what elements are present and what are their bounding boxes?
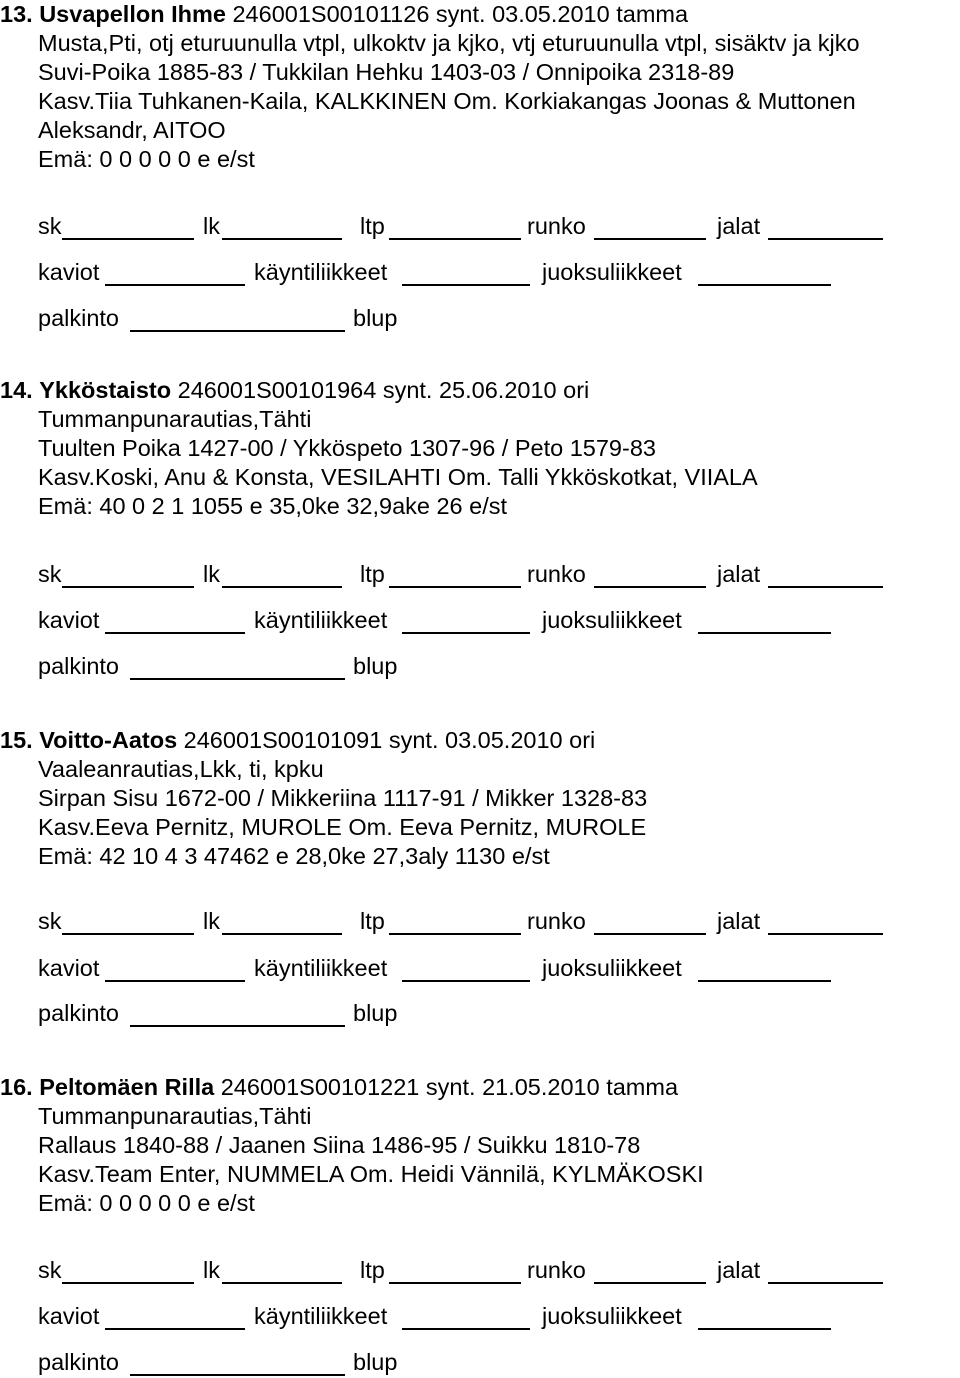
- field-juoksuliikkeet-blank[interactable]: [698, 1328, 831, 1330]
- field-palkinto-blank[interactable]: [130, 1374, 345, 1376]
- field-sk-blank[interactable]: [62, 933, 194, 935]
- field-kayntiliikkeet-label: käyntiliikkeet: [254, 607, 388, 633]
- field-blup-label: blup: [353, 305, 398, 331]
- field-sk-label: sk: [38, 213, 62, 239]
- entry-header: [0, 376, 915, 405]
- entry-dam-record: Emä: 40 0 2 1 1055 e 35,0ke 32,9ake 26 e/st: [38, 493, 508, 519]
- field-kayntiliikkeet-blank[interactable]: [402, 980, 530, 982]
- field-runko-label: runko: [527, 213, 586, 239]
- field-palkinto-label: palkinto: [38, 305, 119, 331]
- field-lk-blank[interactable]: [222, 586, 342, 588]
- field-kaviot-label: kaviot: [38, 955, 100, 981]
- field-juoksuliikkeet-label: juoksuliikkeet: [542, 607, 682, 633]
- horse-name: Peltomäen Rilla: [39, 1074, 215, 1100]
- field-palkinto-blank[interactable]: [130, 1025, 345, 1027]
- entry-header: [0, 726, 915, 755]
- field-ltp-blank[interactable]: [389, 238, 521, 240]
- field-sk-blank[interactable]: [62, 586, 194, 588]
- field-jalat-label: jalat: [717, 561, 761, 587]
- form-row: [0, 652, 960, 682]
- field-jalat-blank[interactable]: [768, 1282, 883, 1284]
- field-ltp-label: ltp: [360, 1257, 385, 1283]
- entry-dam-record: Emä: 42 10 4 3 47462 e 28,0ke 27,3aly 1130 e/st: [38, 843, 550, 869]
- field-kayntiliikkeet-blank[interactable]: [402, 284, 530, 286]
- entry-color: Tummanpunarautias,Tähti: [38, 406, 312, 432]
- field-kaviot-blank[interactable]: [105, 1328, 245, 1330]
- field-kaviot-label: kaviot: [38, 1303, 100, 1329]
- field-kayntiliikkeet-label: käyntiliikkeet: [254, 955, 388, 981]
- entry-dam-record: Emä: 0 0 0 0 0 e e/st: [38, 146, 255, 172]
- entry-color: Vaaleanrautias,Lkk, ti, kpku: [38, 756, 324, 782]
- form-row: [0, 1302, 960, 1332]
- field-juoksuliikkeet-label: juoksuliikkeet: [542, 259, 682, 285]
- entry-header-info: 246001S00101221 synt. 21.05.2010 tamma: [214, 1074, 679, 1100]
- field-kaviot-blank[interactable]: [105, 980, 245, 982]
- field-blup-label: blup: [353, 653, 398, 679]
- field-jalat-label: jalat: [717, 1257, 761, 1283]
- horse-name: Usvapellon Ihme: [39, 1, 226, 27]
- entry-header-info: 246001S00101126 synt. 03.05.2010 tamma: [225, 1, 689, 27]
- field-sk-label: sk: [38, 561, 62, 587]
- form-row: [0, 606, 960, 636]
- entry-number: 15.: [0, 727, 33, 753]
- form-row: [0, 999, 960, 1029]
- field-runko-label: runko: [527, 1257, 586, 1283]
- entry-15: [0, 726, 915, 871]
- field-kaviot-blank[interactable]: [105, 632, 245, 634]
- field-runko-blank[interactable]: [594, 238, 706, 240]
- form-row: [0, 304, 960, 334]
- field-kayntiliikkeet-blank[interactable]: [402, 632, 530, 634]
- entry-breeder-owner: Kasv.Tiia Tuhkanen-Kaila, KALKKINEN Om. Korkiakangas Joonas & Muttonen: [38, 88, 856, 114]
- entry-13: [0, 0, 915, 174]
- field-runko-blank[interactable]: [594, 586, 706, 588]
- form-row: [0, 212, 960, 242]
- form-row: [0, 907, 960, 937]
- entry-pedigree: Sirpan Sisu 1672-00 / Mikkeriina 1117-91 / Mikker 1328-83: [38, 785, 648, 811]
- field-palkinto-label: palkinto: [38, 1349, 119, 1375]
- field-palkinto-blank[interactable]: [130, 330, 345, 332]
- field-lk-label: lk: [203, 561, 220, 587]
- entry-color: Tummanpunarautias,Tähti: [38, 1103, 312, 1129]
- field-lk-blank[interactable]: [222, 933, 342, 935]
- entry-pedigree: Tuulten Poika 1427-00 / Ykköspeto 1307-96 / Peto 1579-83: [38, 435, 656, 461]
- form-row: [0, 1348, 960, 1378]
- field-runko-blank[interactable]: [594, 1282, 706, 1284]
- field-palkinto-label: palkinto: [38, 1000, 119, 1026]
- field-lk-blank[interactable]: [222, 238, 342, 240]
- entry-breeder-owner-cont: Aleksandr, AITOO: [38, 117, 226, 143]
- form-row: [0, 954, 960, 984]
- field-lk-label: lk: [203, 1257, 220, 1283]
- field-ltp-label: ltp: [360, 908, 385, 934]
- field-juoksuliikkeet-label: juoksuliikkeet: [542, 955, 682, 981]
- field-palkinto-label: palkinto: [38, 653, 119, 679]
- form-row: [0, 560, 960, 590]
- entry-header: [0, 0, 915, 29]
- field-juoksuliikkeet-label: juoksuliikkeet: [542, 1303, 682, 1329]
- entry-color: Musta,Pti, otj eturuunulla vtpl, ulkoktv ja kjko, vtj eturuunulla vtpl, sisäktv ja kjko: [38, 30, 860, 56]
- entry-pedigree: Rallaus 1840-88 / Jaanen Siina 1486-95 / Suikku 1810-78: [38, 1132, 641, 1158]
- field-jalat-blank[interactable]: [768, 933, 883, 935]
- entry-header: [0, 1073, 915, 1102]
- field-jalat-label: jalat: [717, 908, 761, 934]
- field-ltp-label: ltp: [360, 561, 385, 587]
- field-lk-label: lk: [203, 908, 220, 934]
- field-jalat-label: jalat: [717, 213, 761, 239]
- field-kaviot-label: kaviot: [38, 607, 100, 633]
- entry-breeder-owner: Kasv.Koski, Anu & Konsta, VESILAHTI Om. Talli Ykköskotkat, VIIALA: [38, 464, 758, 490]
- entry-number: 14.: [0, 377, 33, 403]
- entry-number: 13.: [0, 1, 33, 27]
- entry-header-info: 246001S00101091 synt. 03.05.2010 ori: [177, 727, 596, 753]
- entry-header-info: 246001S00101964 synt. 25.06.2010 ori: [171, 377, 590, 403]
- entry-breeder-owner: Kasv.Team Enter, NUMMELA Om. Heidi Vännilä, KYLMÄKOSKI: [38, 1161, 704, 1187]
- field-palkinto-blank[interactable]: [130, 678, 345, 680]
- field-runko-label: runko: [527, 908, 586, 934]
- field-lk-blank[interactable]: [222, 1282, 342, 1284]
- horse-name: Ykköstaisto: [39, 377, 172, 403]
- field-kayntiliikkeet-blank[interactable]: [402, 1328, 530, 1330]
- form-row: [0, 1256, 960, 1286]
- field-sk-blank[interactable]: [62, 1282, 194, 1284]
- field-kaviot-blank[interactable]: [105, 284, 245, 286]
- entry-16: [0, 1073, 915, 1218]
- field-ltp-blank[interactable]: [389, 1282, 521, 1284]
- field-juoksuliikkeet-blank[interactable]: [698, 632, 831, 634]
- field-kayntiliikkeet-label: käyntiliikkeet: [254, 1303, 388, 1329]
- entry-breeder-owner: Kasv.Eeva Pernitz, MUROLE Om. Eeva Pernitz, MUROLE: [38, 814, 647, 840]
- field-juoksuliikkeet-blank[interactable]: [698, 284, 831, 286]
- entry-pedigree: Suvi-Poika 1885-83 / Tukkilan Hehku 1403-03 / Onnipoika 2318-89: [38, 59, 735, 85]
- field-kayntiliikkeet-label: käyntiliikkeet: [254, 259, 388, 285]
- field-ltp-blank[interactable]: [389, 586, 521, 588]
- field-ltp-label: ltp: [360, 213, 385, 239]
- entry-number: 16.: [0, 1074, 33, 1100]
- form-row: [0, 258, 960, 288]
- field-jalat-blank[interactable]: [768, 238, 883, 240]
- field-blup-label: blup: [353, 1000, 398, 1026]
- field-sk-blank[interactable]: [62, 238, 194, 240]
- entry-dam-record: Emä: 0 0 0 0 0 e e/st: [38, 1190, 255, 1216]
- field-runko-label: runko: [527, 561, 586, 587]
- field-runko-blank[interactable]: [594, 933, 706, 935]
- horse-name: Voitto-Aatos: [39, 727, 178, 753]
- field-jalat-blank[interactable]: [768, 586, 883, 588]
- field-sk-label: sk: [38, 908, 62, 934]
- field-blup-label: blup: [353, 1349, 398, 1375]
- field-kaviot-label: kaviot: [38, 259, 100, 285]
- field-ltp-blank[interactable]: [389, 933, 521, 935]
- entry-14: [0, 376, 915, 521]
- field-juoksuliikkeet-blank[interactable]: [698, 980, 831, 982]
- field-sk-label: sk: [38, 1257, 62, 1283]
- field-lk-label: lk: [203, 213, 220, 239]
